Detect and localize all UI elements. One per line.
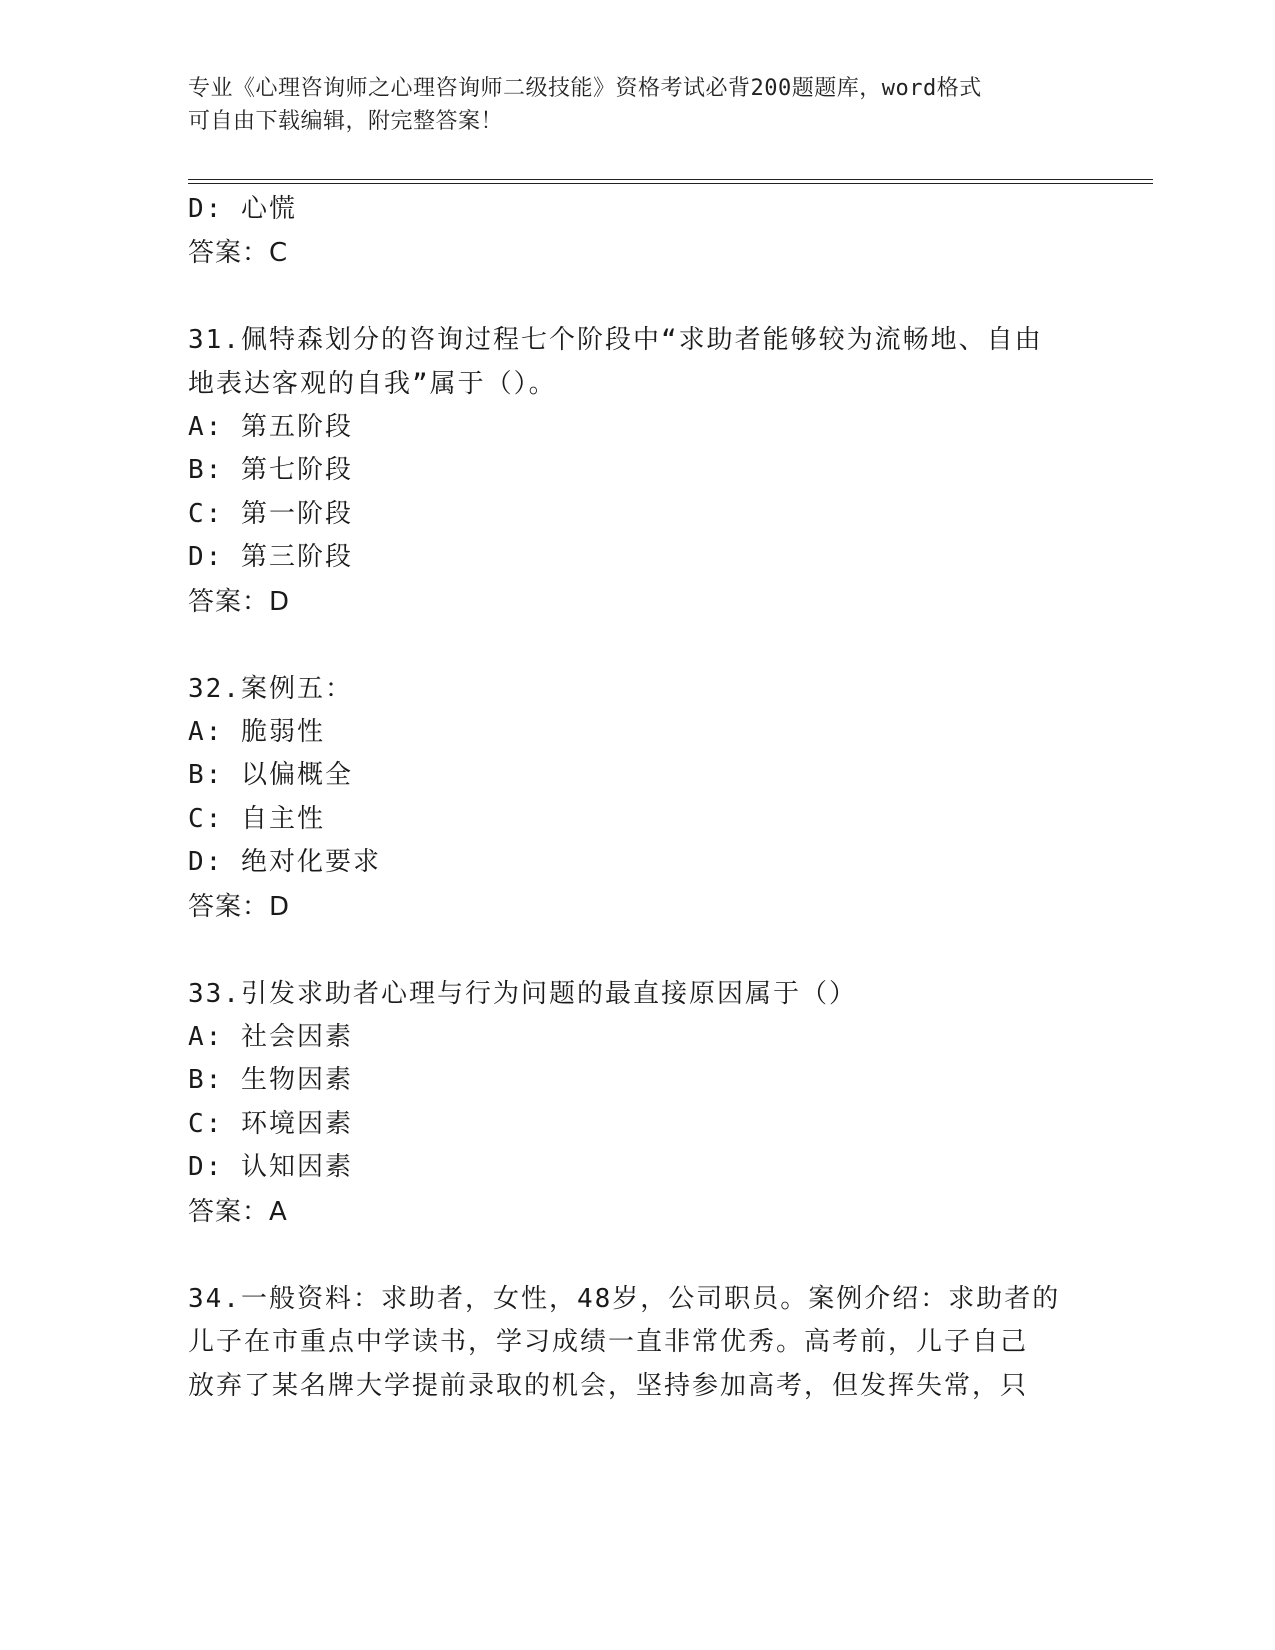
- prev-option-d: D: 心慌: [188, 194, 297, 224]
- q32-option-c: C: 自主性: [188, 804, 325, 834]
- q32-answer: 答案：D: [188, 892, 291, 922]
- q31-option-c: C: 第一阶段: [188, 499, 353, 529]
- q33-answer: 答案：A: [188, 1197, 288, 1227]
- document-header: [188, 72, 1088, 138]
- q31-option-d: D: 第三阶段: [188, 542, 353, 572]
- q31-option-b: B: 第七阶段: [188, 455, 353, 485]
- q34-stem-line-2: 儿子在市重点中学读书，学习成绩一直非常优秀。高考前，儿子自己: [188, 1327, 1029, 1357]
- q31-stem-line-2: 地表达客观的自我”属于（）。: [188, 369, 557, 399]
- q31-stem-line-1: 31.佩特森划分的咨询过程七个阶段中“求助者能够较为流畅地、自由: [188, 325, 1043, 355]
- q33-option-d: D: 认知因素: [188, 1152, 353, 1182]
- prev-answer: 答案：C: [188, 238, 289, 268]
- header-line-1: 专业《心理咨询师之心理咨询师二级技能》资格考试必背200题题库，word格式: [188, 76, 982, 101]
- q31-answer: 答案：D: [188, 587, 291, 617]
- q33-option-b: B: 生物因素: [188, 1065, 353, 1095]
- q31-option-a: A: 第五阶段: [188, 412, 353, 442]
- header-rule-bottom: [188, 183, 1153, 184]
- q34-stem-line-1: 34.一般资料：求助者，女性，48岁，公司职员。案例介绍：求助者的: [188, 1284, 1061, 1314]
- q34-stem-line-3: 放弃了某名牌大学提前录取的机会，坚持参加高考，但发挥失常，只: [188, 1371, 1029, 1401]
- q33-option-c: C: 环境因素: [188, 1109, 353, 1139]
- q33-option-a: A: 社会因素: [188, 1022, 353, 1052]
- q33-stem: 33.引发求助者心理与行为问题的最直接原因属于（）: [188, 979, 857, 1009]
- q32-option-d: D: 绝对化要求: [188, 847, 381, 877]
- q32-stem: 32.案例五：: [188, 674, 353, 704]
- header-rule-top: [188, 179, 1153, 180]
- header-line-2: 可自由下载编辑，附完整答案！: [188, 109, 504, 134]
- q32-option-a: A: 脆弱性: [188, 717, 325, 747]
- q32-option-b: B: 以偏概全: [188, 760, 353, 790]
